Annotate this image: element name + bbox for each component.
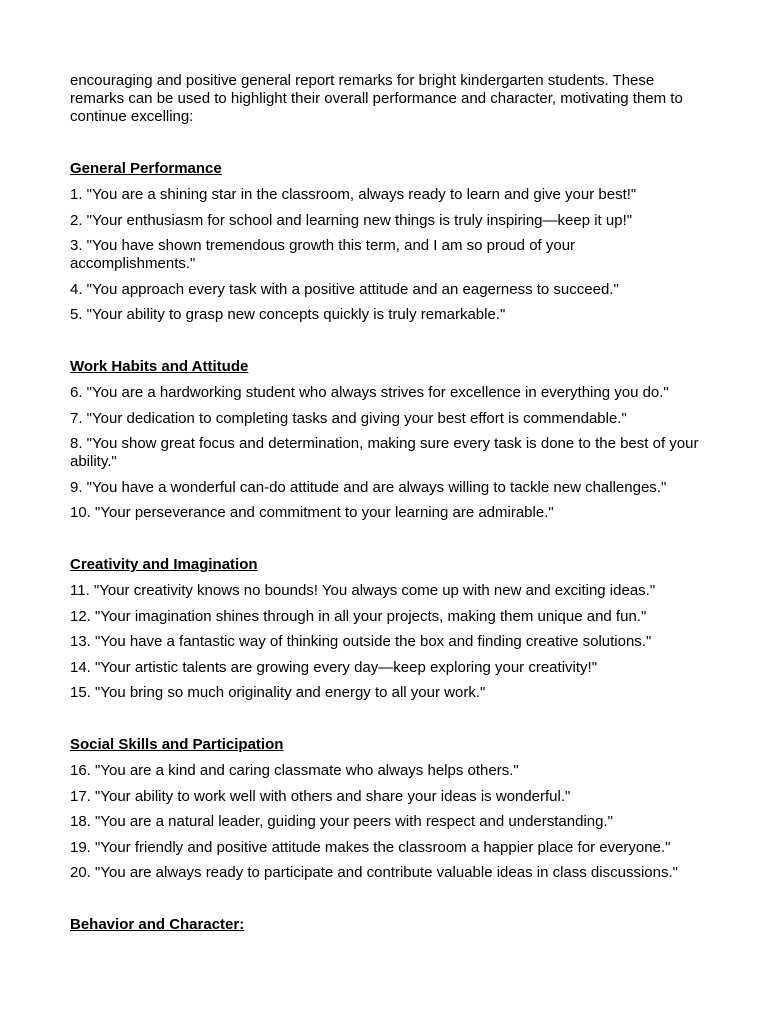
remark-item: 12. "Your imagination shines through in all your projects, making them unique and fun."	[70, 607, 647, 625]
section-heading: Work Habits and Attitude	[70, 358, 249, 375]
remark-item: 18. "You are a natural leader, guiding your peers with respect and understanding."	[70, 813, 613, 830]
section-heading: Social Skills and Participation	[70, 736, 284, 753]
remark-item: 17. "Your ability to work well with others and share your ideas is wonderful."	[70, 787, 571, 805]
remark-item: 14. "Your artistic talents are growing every day—keep exploring your creativity!"	[70, 658, 598, 676]
remark-item: 15. "You bring so much originality and energy to all your work."	[70, 684, 486, 701]
section-general-performance	[70, 160, 700, 324]
remark-item: 13. "You have a fantastic way of thinking outside the box and finding creative solutions."	[70, 633, 652, 650]
remark-item: 1. "You are a shining star in the classroom, always ready to learn and give your best!"	[70, 186, 637, 203]
remark-item: 16. "You are a kind and caring classmate who always helps others."	[70, 762, 519, 779]
section-heading: General Performance	[70, 160, 222, 177]
section-social-skills	[70, 736, 700, 882]
remark-item: 4. "You approach every task with a positive attitude and an eagerness to succeed."	[70, 280, 619, 298]
remark-item: 8. "You show great focus and determination, making sure every task is done to the best of your ability."	[70, 435, 699, 470]
remark-item: 9. "You have a wonderful can-do attitude and are always willing to tackle new challenges."	[70, 478, 667, 496]
remark-item: 2. "Your enthusiasm for school and learning new things is truly inspiring—keep it up!"	[70, 211, 633, 229]
remark-item: 3. "You have shown tremendous growth this term, and I am so proud of your accomplishments."	[70, 237, 576, 272]
remark-item: 19. "Your friendly and positive attitude makes the classroom a happier place for everyone."	[70, 838, 671, 856]
section-heading: Creativity and Imagination	[70, 556, 258, 573]
section-behavior	[70, 916, 700, 934]
remark-item: 6. "You are a hardworking student who always strives for excellence in everything you do."	[70, 384, 669, 401]
remark-item: 20. "You are always ready to participate and contribute valuable ideas in class discussions."	[70, 864, 678, 881]
section-work-habits	[70, 358, 700, 522]
remark-item: 7. "Your dedication to completing tasks and giving your best effort is commendable."	[70, 409, 627, 427]
remark-item: 10. "Your perseverance and commitment to your learning are admirable."	[70, 504, 554, 521]
document-page	[70, 72, 700, 942]
intro-paragraph: encouraging and positive general report remarks for bright kindergarten students. These remarks can be used to highlight their overall performance and character, motivating them to continue excelling:	[70, 72, 683, 125]
section-creativity	[70, 556, 700, 702]
remark-item: 11. "Your creativity knows no bounds! You always come up with new and exciting ideas."	[70, 582, 656, 599]
remark-item: 5. "Your ability to grasp new concepts quickly is truly remarkable."	[70, 306, 506, 323]
section-heading: Behavior and Character:	[70, 916, 245, 933]
